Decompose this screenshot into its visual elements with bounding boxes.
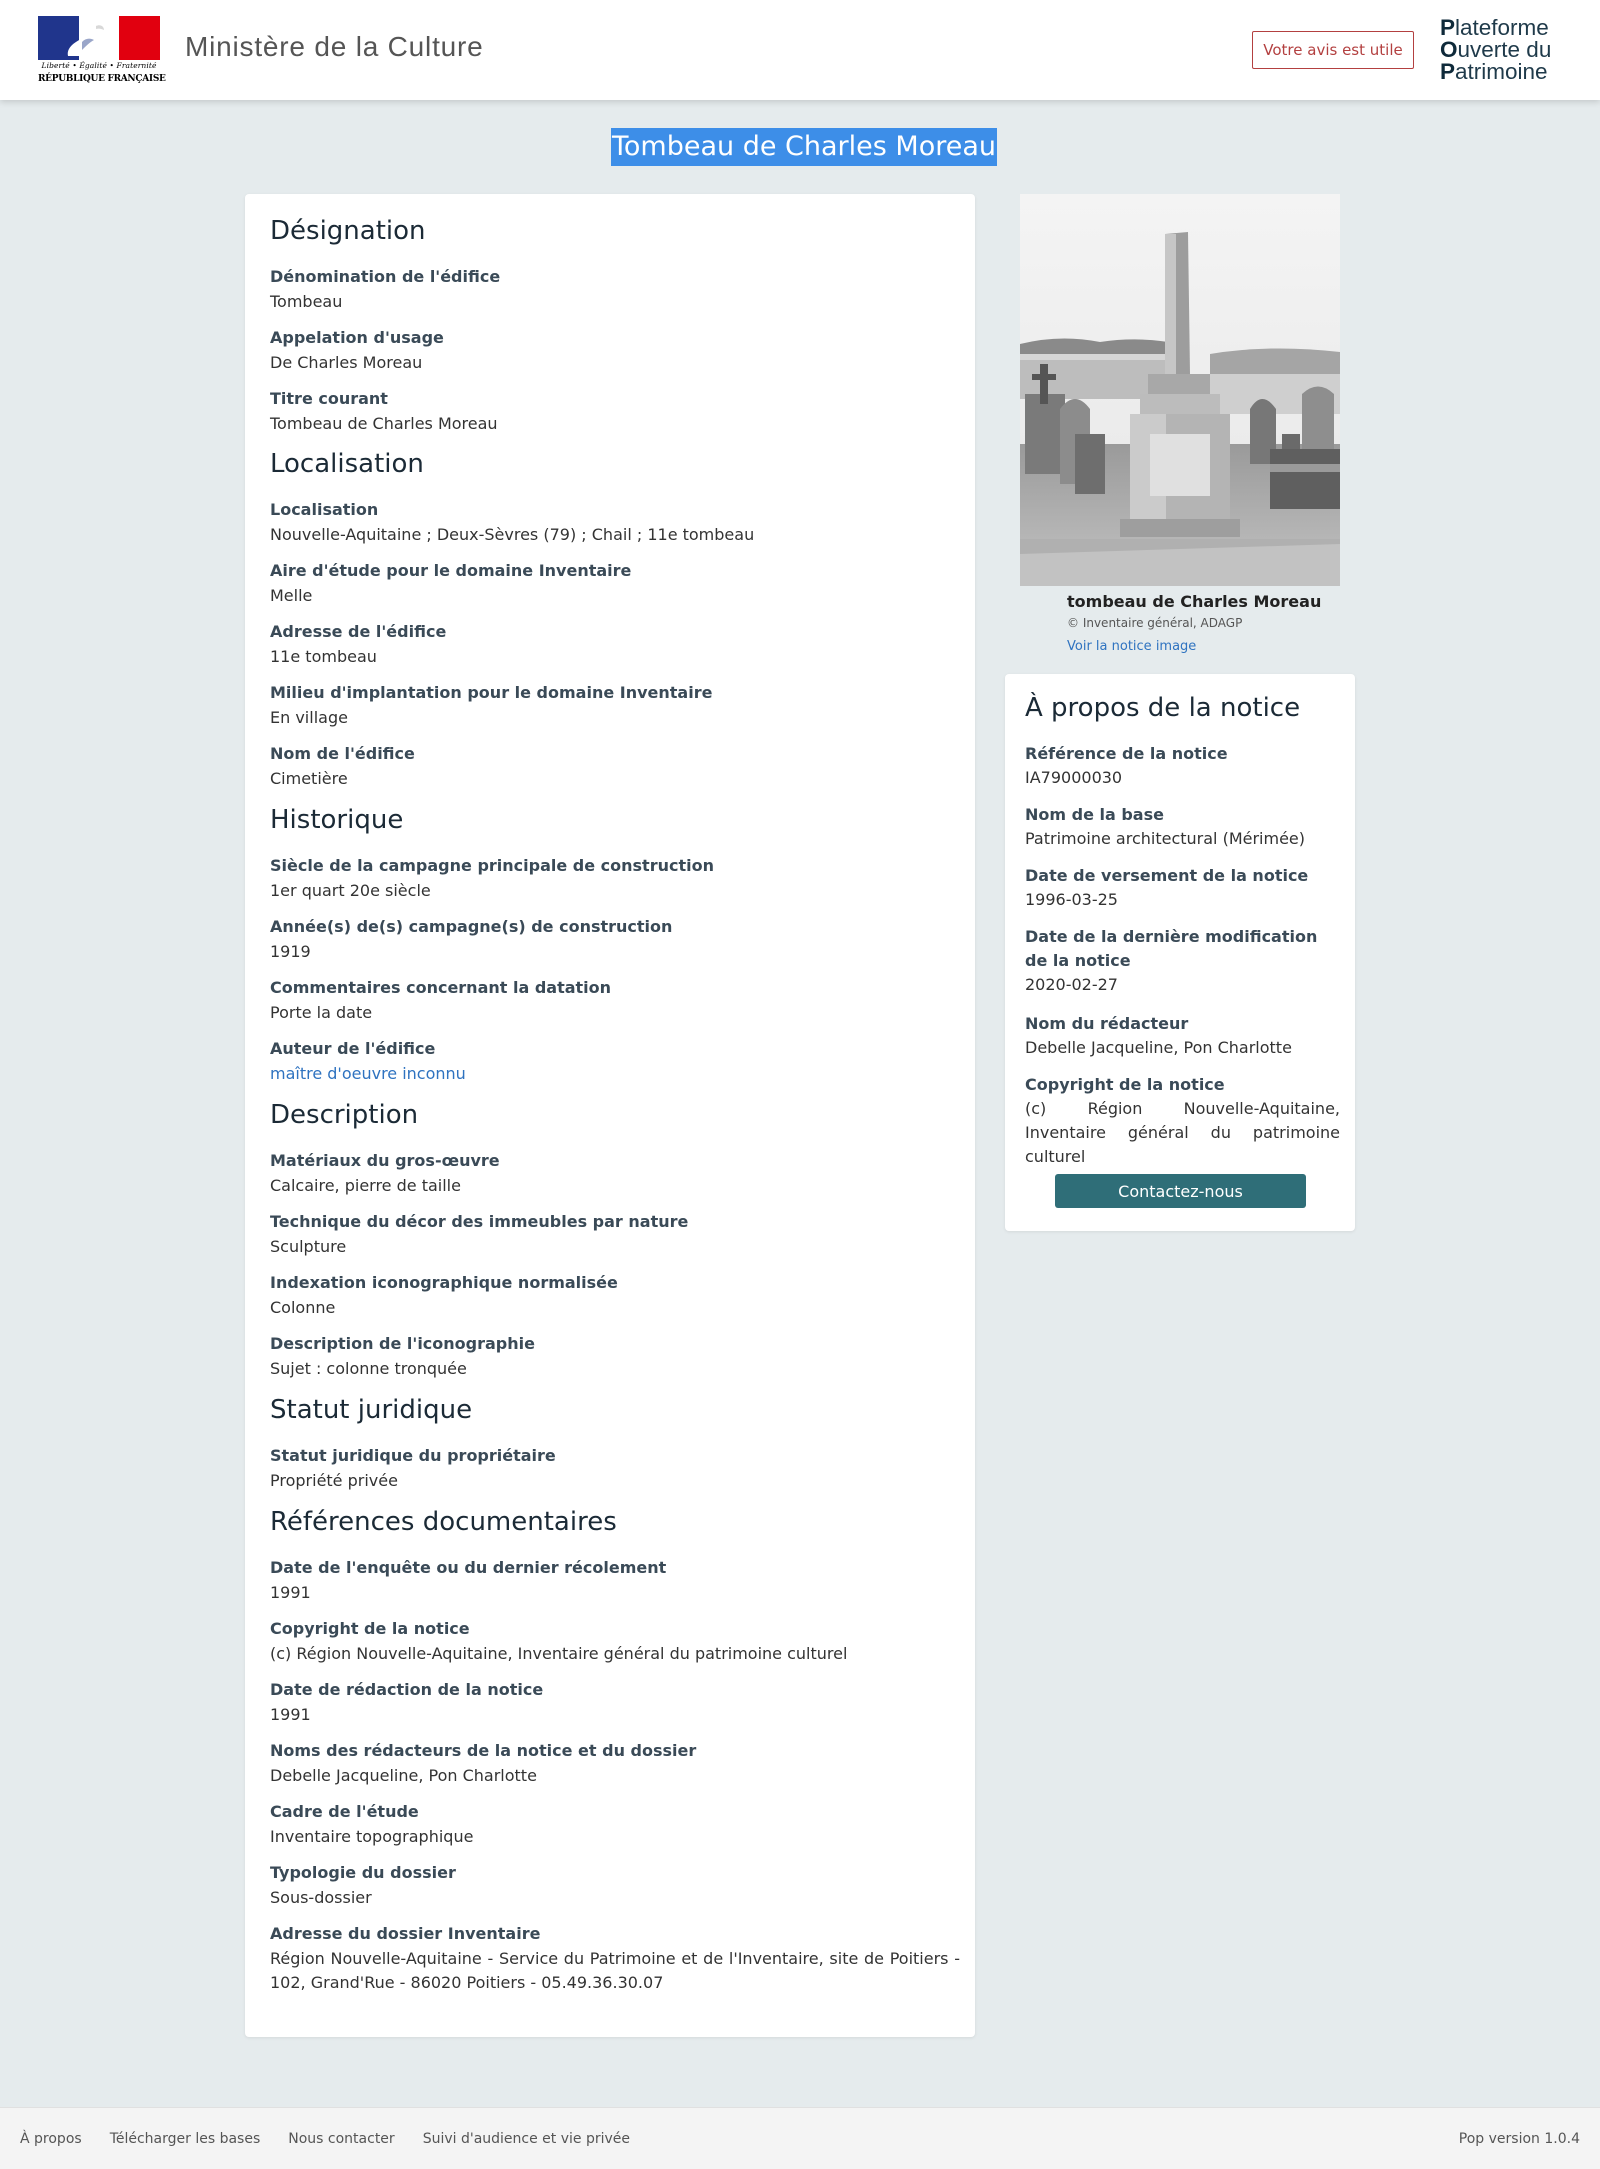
field-label: Année(s) de(s) campagne(s) de construction [270, 917, 673, 936]
field-value: Tombeau de Charles Moreau [270, 414, 498, 433]
field-label: Titre courant [270, 389, 388, 408]
section-title: Statut juridique [270, 1395, 473, 1425]
field-label: Nom du rédacteur [1025, 1014, 1189, 1033]
field-label: Date de la dernière modification de la notice [1025, 927, 1318, 970]
app-version: Pop version 1.0.4 [1458, 2131, 1580, 2147]
section-description [270, 1100, 960, 1391]
field-value: Inventaire topographique [270, 1827, 474, 1846]
pop-logo-line-1: Plateforme [1440, 15, 1549, 40]
field-value: Melle [270, 586, 313, 605]
field-value: Région Nouvelle-Aquitaine - Service du Patrimoine et de l'Inventaire, site de Poitiers - 102, Grand'Rue - 86020 Poitiers - 05.49.36.30.07 [270, 1949, 960, 1992]
field-label: Siècle de la campagne principale de construction [270, 856, 714, 875]
field-commentaires-datation [270, 974, 960, 1035]
field-appelation [270, 324, 960, 385]
field-label: Commentaires concernant la datation [270, 978, 612, 997]
field-adresse-edifice [270, 618, 960, 679]
field-nom-base [1025, 801, 1340, 862]
field-label: Appelation d'usage [270, 328, 444, 347]
footer-link-suivi-audience[interactable]: Suivi d'audience et vie privée [422, 2131, 631, 2147]
notice-photo[interactable] [1020, 194, 1340, 586]
section-title: Localisation [270, 449, 424, 479]
voir-notice-image-link[interactable]: Voir la notice image [1067, 639, 1197, 654]
field-redacteurs [270, 1737, 960, 1798]
field-aire-etude [270, 557, 960, 618]
field-value: (c) Région Nouvelle-Aquitaine, Inventaire général du patrimoine culturel [1025, 1099, 1340, 1166]
field-typologie [270, 1859, 960, 1920]
field-label: Aire d'étude pour le domaine Inventaire [270, 561, 632, 580]
field-label: Nom de l'édifice [270, 744, 415, 763]
field-value: (c) Région Nouvelle-Aquitaine, Inventaire général du patrimoine culturel [270, 1644, 848, 1663]
field-label: Matériaux du gros-œuvre [270, 1151, 500, 1170]
section-title: Historique [270, 805, 404, 835]
field-label: Indexation iconographique normalisée [270, 1273, 618, 1292]
field-nom-redacteur [1025, 1010, 1340, 1071]
field-denomination [270, 263, 960, 324]
field-value: Sujet : colonne tronquée [270, 1359, 467, 1378]
field-label: Nom de la base [1025, 805, 1164, 824]
field-label: Technique du décor des immeubles par nature [270, 1212, 689, 1231]
field-label: Adresse du dossier Inventaire [270, 1924, 541, 1943]
field-nom-edifice [270, 740, 960, 801]
field-cadre-etude [270, 1798, 960, 1859]
pop-logo[interactable] [1440, 17, 1551, 83]
field-label: Date de l'enquête ou du dernier récolement [270, 1558, 667, 1577]
page-title: Tombeau de Charles Moreau [611, 128, 997, 166]
field-copyright [270, 1615, 960, 1676]
feedback-button[interactable]: Votre avis est utile [1252, 31, 1414, 69]
field-label: Localisation [270, 500, 379, 519]
field-indexation [270, 1269, 960, 1330]
field-date-redaction [270, 1676, 960, 1737]
field-localisation [270, 496, 960, 557]
field-statut-proprietaire [270, 1442, 960, 1503]
about-notice-content [1025, 693, 1340, 1166]
field-value: Tombeau [270, 292, 343, 311]
field-annees [270, 913, 960, 974]
ministere-title[interactable]: Ministère de la Culture [185, 31, 484, 62]
field-label: Adresse de l'édifice [270, 622, 447, 641]
section-localisation [270, 449, 960, 801]
field-value: Calcaire, pierre de taille [270, 1176, 461, 1195]
field-value: De Charles Moreau [270, 353, 423, 372]
section-statut-juridique [270, 1395, 960, 1503]
field-value: Debelle Jacqueline, Pon Charlotte [270, 1766, 537, 1785]
marianne-logo[interactable] [38, 16, 166, 88]
field-date-enquete [270, 1554, 960, 1615]
field-label: Statut juridique du propriétaire [270, 1446, 556, 1465]
field-value: 1991 [270, 1705, 311, 1724]
republique-francaise-logo [38, 16, 160, 60]
field-label: Copyright de la notice [270, 1619, 470, 1638]
field-label: Description de l'iconographie [270, 1334, 535, 1353]
field-label: Milieu d'implantation pour le domaine Inventaire [270, 683, 713, 702]
field-date-versement [1025, 862, 1340, 923]
field-value: Porte la date [270, 1003, 373, 1022]
field-label: Référence de la notice [1025, 744, 1228, 763]
section-title: Désignation [270, 216, 426, 246]
field-label: Copyright de la notice [1025, 1075, 1225, 1094]
field-value: 1919 [270, 942, 311, 961]
field-value: Nouvelle-Aquitaine ; Deux-Sèvres (79) ; Chail ; 11e tombeau [270, 525, 755, 544]
pop-logo-line-3: Patrimoine [1440, 59, 1548, 84]
site-header [0, 0, 1600, 100]
footer-link-a-propos[interactable]: À propos [20, 2131, 82, 2147]
section-references [270, 1507, 960, 2007]
field-label: Noms des rédacteurs de la notice et du dossier [270, 1741, 697, 1760]
field-value: 1996-03-25 [1025, 890, 1118, 909]
field-date-modification [1025, 923, 1340, 1010]
field-description-iconographie [270, 1330, 960, 1391]
field-adresse-dossier [270, 1920, 960, 2007]
field-materiaux [270, 1147, 960, 1208]
about-notice-card [1005, 674, 1355, 1231]
field-label: Typologie du dossier [270, 1863, 456, 1882]
field-value: Cimetière [270, 769, 348, 788]
devise-text: Liberté • Égalité • Fraternité [41, 61, 157, 70]
photo-caption-copyright: © Inventaire général, ADAGP [1067, 616, 1243, 630]
section-historique [270, 805, 960, 1096]
field-value: Sculpture [270, 1237, 347, 1256]
pop-logo-line-2: Ouverte du [1440, 37, 1552, 62]
field-value: En village [270, 708, 348, 727]
footer-link-nous-contacter[interactable]: Nous contacter [288, 2131, 395, 2147]
field-titre-courant [270, 385, 960, 446]
footer-link-telecharger[interactable]: Télécharger les bases [109, 2131, 261, 2147]
field-value: 11e tombeau [270, 647, 377, 666]
field-label: Date de versement de la notice [1025, 866, 1309, 885]
site-footer [0, 2107, 1600, 2169]
about-notice-title: À propos de la notice [1025, 693, 1301, 723]
field-value: Colonne [270, 1298, 336, 1317]
field-value: Propriété privée [270, 1471, 398, 1490]
field-technique-decor [270, 1208, 960, 1269]
notice-details-card [245, 194, 975, 2037]
republique-francaise-text: RÉPUBLIQUE FRANÇAISE [38, 74, 166, 84]
field-label: Cadre de l'étude [270, 1802, 419, 1821]
field-value: Debelle Jacqueline, Pon Charlotte [1025, 1038, 1292, 1057]
field-label: Dénomination de l'édifice [270, 267, 501, 286]
field-value: Patrimoine architectural (Mérimée) [1025, 829, 1306, 848]
photo-caption-title: tombeau de Charles Moreau [1067, 592, 1322, 611]
tomb-photo-image [1020, 194, 1340, 586]
field-label: Auteur de l'édifice [270, 1039, 436, 1058]
field-value: 1er quart 20e siècle [270, 881, 431, 900]
section-title: Références documentaires [270, 1507, 617, 1537]
field-reference [1025, 740, 1340, 801]
field-siecle [270, 852, 960, 913]
contact-button[interactable]: Contactez-nous [1055, 1174, 1306, 1208]
field-copyright-notice [1025, 1071, 1340, 1166]
field-auteur [270, 1035, 960, 1096]
field-value: 1991 [270, 1583, 311, 1602]
field-value: Sous-dossier [270, 1888, 372, 1907]
field-milieu-implantation [270, 679, 960, 740]
field-label: Date de rédaction de la notice [270, 1680, 544, 1699]
field-value: IA79000030 [1025, 768, 1123, 787]
section-designation [270, 216, 960, 446]
footer-links [20, 2108, 658, 2169]
section-title: Description [270, 1100, 419, 1130]
field-value: 2020-02-27 [1025, 975, 1118, 994]
auteur-link[interactable]: maître d'oeuvre inconnu [270, 1064, 466, 1083]
